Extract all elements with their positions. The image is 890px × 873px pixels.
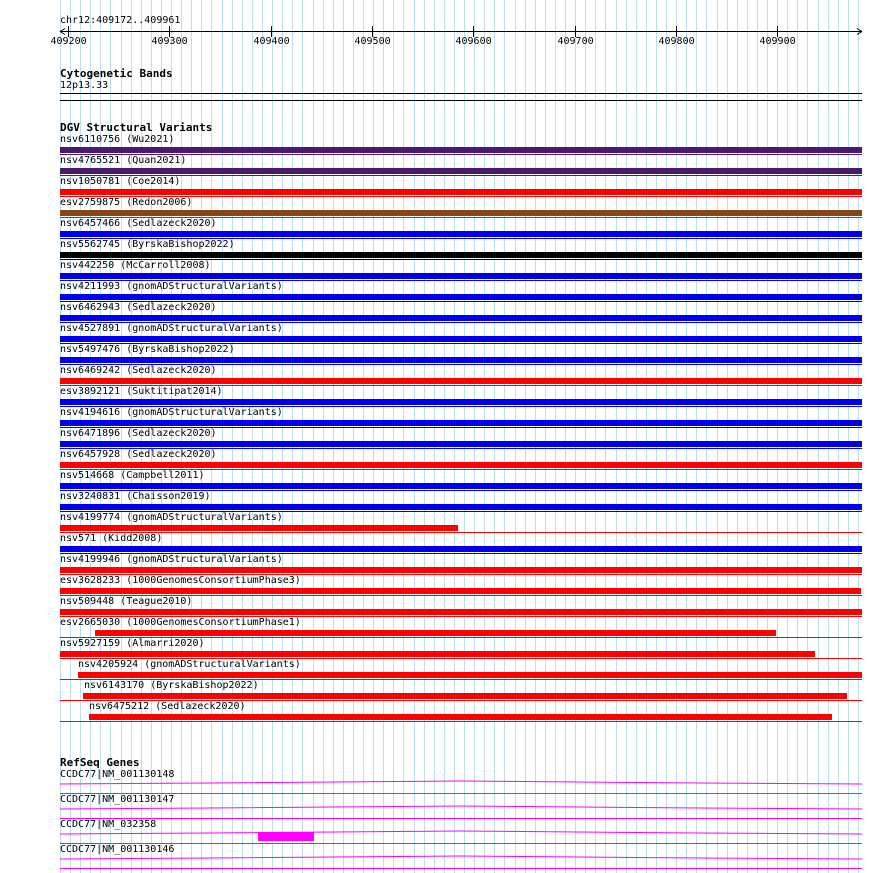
variant-label[interactable]: nsv4527891 (gnomADStructuralVariants) (60, 323, 283, 334)
variant-label[interactable]: nsv4205924 (gnomADStructuralVariants) (78, 659, 301, 670)
cytoband-track-title: Cytogenetic Bands (60, 67, 173, 80)
variant-label[interactable]: nsv1050781 (Coe2014) (60, 176, 181, 187)
variant-label[interactable]: nsv5562745 (ByrskaBishop2022) (60, 239, 235, 250)
gene-intron-line[interactable] (60, 806, 862, 809)
variant-label[interactable]: nsv571 (Kidd2008) (60, 533, 163, 544)
gene-label[interactable]: CCDC77|NM_001130148 (60, 769, 175, 780)
variant-label[interactable]: nsv6475212 (Sedlazeck2020) (89, 701, 246, 712)
gene-exon[interactable] (258, 832, 314, 841)
gene-intron-line[interactable] (60, 856, 862, 859)
variant-label[interactable]: nsv4199946 (gnomADStructuralVariants) (60, 554, 283, 565)
variant-label[interactable]: nsv442250 (McCarroll2008) (60, 260, 211, 271)
ruler-tick-label: 409700 (557, 36, 594, 47)
variant-label[interactable]: nsv6143170 (ByrskaBishop2022) (84, 680, 259, 691)
variant-label[interactable]: esv3892121 (Suktitipat2014) (60, 386, 223, 397)
variant-label[interactable]: nsv3240831 (Chaisson2019) (60, 491, 211, 502)
dgv-track-title: DGV Structural Variants (60, 121, 213, 134)
ruler-tick-label: 409200 (50, 36, 87, 47)
variant-label[interactable]: nsv4194616 (gnomADStructuralVariants) (60, 407, 283, 418)
ruler-tick-label: 409500 (354, 36, 391, 47)
variant-label[interactable]: nsv514668 (Campbell2011) (60, 470, 205, 481)
variant-label[interactable]: nsv6457928 (Sedlazeck2020) (60, 449, 217, 460)
cytoband-label[interactable]: 12p13.33 (60, 80, 109, 91)
gene-label[interactable]: CCDC77|NM_032358 (60, 819, 157, 830)
ruler-tick-label: 409400 (253, 36, 290, 47)
variant-label[interactable]: esv2759875 (Redon2006) (60, 197, 193, 208)
ruler-tick-label: 409300 (151, 36, 188, 47)
ruler-tick-label: 409600 (455, 36, 492, 47)
variant-label[interactable]: nsv509448 (Teague2010) (60, 596, 193, 607)
gene-label[interactable]: CCDC77|NM_001130146 (60, 844, 175, 855)
gene-intron-line[interactable] (60, 781, 862, 784)
gene-intron-line[interactable] (60, 831, 862, 834)
ruler-tick-label: 409800 (658, 36, 695, 47)
variant-label[interactable]: nsv4765521 (Quan2021) (60, 155, 187, 166)
variant-label[interactable]: nsv5927159 (Almarri2020) (60, 638, 205, 649)
variant-label[interactable]: nsv6457466 (Sedlazeck2020) (60, 218, 217, 229)
variant-label[interactable]: nsv6471896 (Sedlazeck2020) (60, 428, 217, 439)
variant-label[interactable]: nsv4211993 (gnomADStructuralVariants) (60, 281, 283, 292)
variant-label[interactable]: nsv4199774 (gnomADStructuralVariants) (60, 512, 283, 523)
gene-label[interactable]: CCDC77|NM_001130147 (60, 794, 175, 805)
variant-label[interactable]: esv2665030 (1000GenomesConsortiumPhase1) (60, 617, 301, 628)
coordinate-label: chr12:409172..409961 (60, 15, 181, 26)
ruler-tick-label: 409900 (759, 36, 796, 47)
refseq-track-title: RefSeq Genes (60, 756, 140, 769)
variant-label[interactable]: nsv6110756 (Wu2021) (60, 134, 175, 145)
variant-label[interactable]: esv3628233 (1000GenomesConsortiumPhase3) (60, 575, 301, 586)
variant-label[interactable]: nsv6469242 (Sedlazeck2020) (60, 365, 217, 376)
variant-label[interactable]: nsv5497476 (ByrskaBishop2022) (60, 344, 235, 355)
variant-label[interactable]: nsv6462943 (Sedlazeck2020) (60, 302, 217, 313)
